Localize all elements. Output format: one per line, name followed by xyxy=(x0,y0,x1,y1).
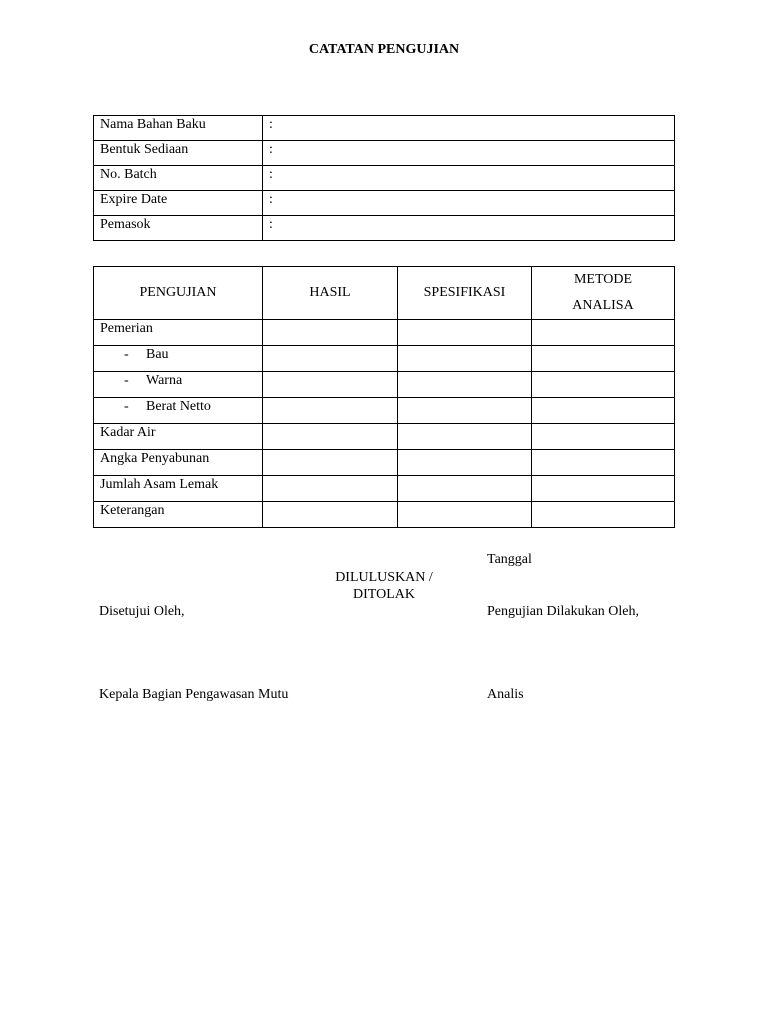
hasil-cell[interactable] xyxy=(263,424,398,450)
test-label xyxy=(94,372,263,398)
info-value[interactable]: : xyxy=(263,216,675,241)
info-row xyxy=(94,216,675,241)
info-label: Pemasok xyxy=(94,216,263,241)
spesifikasi-cell[interactable] xyxy=(398,372,532,398)
spesifikasi-cell[interactable] xyxy=(398,398,532,424)
table-row xyxy=(94,346,675,372)
info-row xyxy=(94,141,675,166)
header-metode: METODE xyxy=(573,272,633,287)
spesifikasi-cell[interactable] xyxy=(398,476,532,502)
header-analisa: ANALISA xyxy=(572,298,634,313)
spesifikasi-cell[interactable] xyxy=(398,320,532,346)
test-label xyxy=(94,346,263,372)
info-label: Expire Date xyxy=(94,191,263,216)
hasil-cell[interactable] xyxy=(263,372,398,398)
metode-cell[interactable] xyxy=(532,372,675,398)
test-sub-label: Warna xyxy=(146,373,183,388)
test-label: Keterangan xyxy=(94,502,263,528)
table-row xyxy=(94,450,675,476)
metode-cell[interactable] xyxy=(532,346,675,372)
table-row xyxy=(94,424,675,450)
info-row xyxy=(94,191,675,216)
test-label: Angka Penyabunan xyxy=(94,450,263,476)
info-value[interactable]: : xyxy=(263,191,675,216)
table-row xyxy=(94,398,675,424)
metode-cell[interactable] xyxy=(532,398,675,424)
tested-by-label: Pengujian Dilakukan Oleh, xyxy=(487,604,640,619)
table-row xyxy=(94,502,675,528)
spesifikasi-cell[interactable] xyxy=(398,346,532,372)
hasil-cell[interactable] xyxy=(263,450,398,476)
test-sub-label: Berat Netto xyxy=(146,399,211,414)
spesifikasi-cell[interactable] xyxy=(398,502,532,528)
document-title: CATATAN PENGUJIAN xyxy=(308,42,460,57)
info-value[interactable]: : xyxy=(263,116,675,141)
test-results-table xyxy=(93,266,675,528)
test-label: Pemerian xyxy=(94,320,263,346)
hasil-cell[interactable] xyxy=(263,320,398,346)
tanggal-label: Tanggal xyxy=(487,552,532,567)
spesifikasi-cell[interactable] xyxy=(398,450,532,476)
info-label: Bentuk Sediaan xyxy=(94,141,263,166)
info-value[interactable]: : xyxy=(263,166,675,191)
material-info-table xyxy=(93,115,675,241)
table-row xyxy=(94,476,675,502)
test-label xyxy=(94,398,263,424)
metode-cell[interactable] xyxy=(532,320,675,346)
approved-by-label: Disetujui Oleh, xyxy=(99,604,185,619)
info-label: Nama Bahan Baku xyxy=(94,116,263,141)
header-hasil: HASIL xyxy=(263,267,398,320)
tester-title: Analis xyxy=(487,687,524,702)
spesifikasi-cell[interactable] xyxy=(398,424,532,450)
list-dash: - xyxy=(124,373,129,388)
table-row xyxy=(94,320,675,346)
status-line-2: DITOLAK xyxy=(353,587,415,602)
metode-cell[interactable] xyxy=(532,502,675,528)
status-line-1: DILULUSKAN / xyxy=(335,570,433,585)
hasil-cell[interactable] xyxy=(263,502,398,528)
approval-status xyxy=(314,569,454,603)
hasil-cell[interactable] xyxy=(263,476,398,502)
list-dash: - xyxy=(124,399,129,414)
info-value[interactable]: : xyxy=(263,141,675,166)
header-spesifikasi: SPESIFIKASI xyxy=(398,267,532,320)
metode-cell[interactable] xyxy=(532,424,675,450)
metode-cell[interactable] xyxy=(532,476,675,502)
table-row xyxy=(94,372,675,398)
test-sub-label: Bau xyxy=(146,347,169,362)
header-metode-analisa xyxy=(532,267,675,320)
approver-title: Kepala Bagian Pengawasan Mutu xyxy=(99,687,289,702)
header-pengujian: PENGUJIAN xyxy=(94,267,263,320)
info-row xyxy=(94,116,675,141)
hasil-cell[interactable] xyxy=(263,346,398,372)
info-row xyxy=(94,166,675,191)
hasil-cell[interactable] xyxy=(263,398,398,424)
info-label: No. Batch xyxy=(94,166,263,191)
metode-cell[interactable] xyxy=(532,450,675,476)
test-label: Jumlah Asam Lemak xyxy=(94,476,263,502)
list-dash: - xyxy=(124,347,129,362)
test-label: Kadar Air xyxy=(94,424,263,450)
test-table-header xyxy=(94,267,675,320)
